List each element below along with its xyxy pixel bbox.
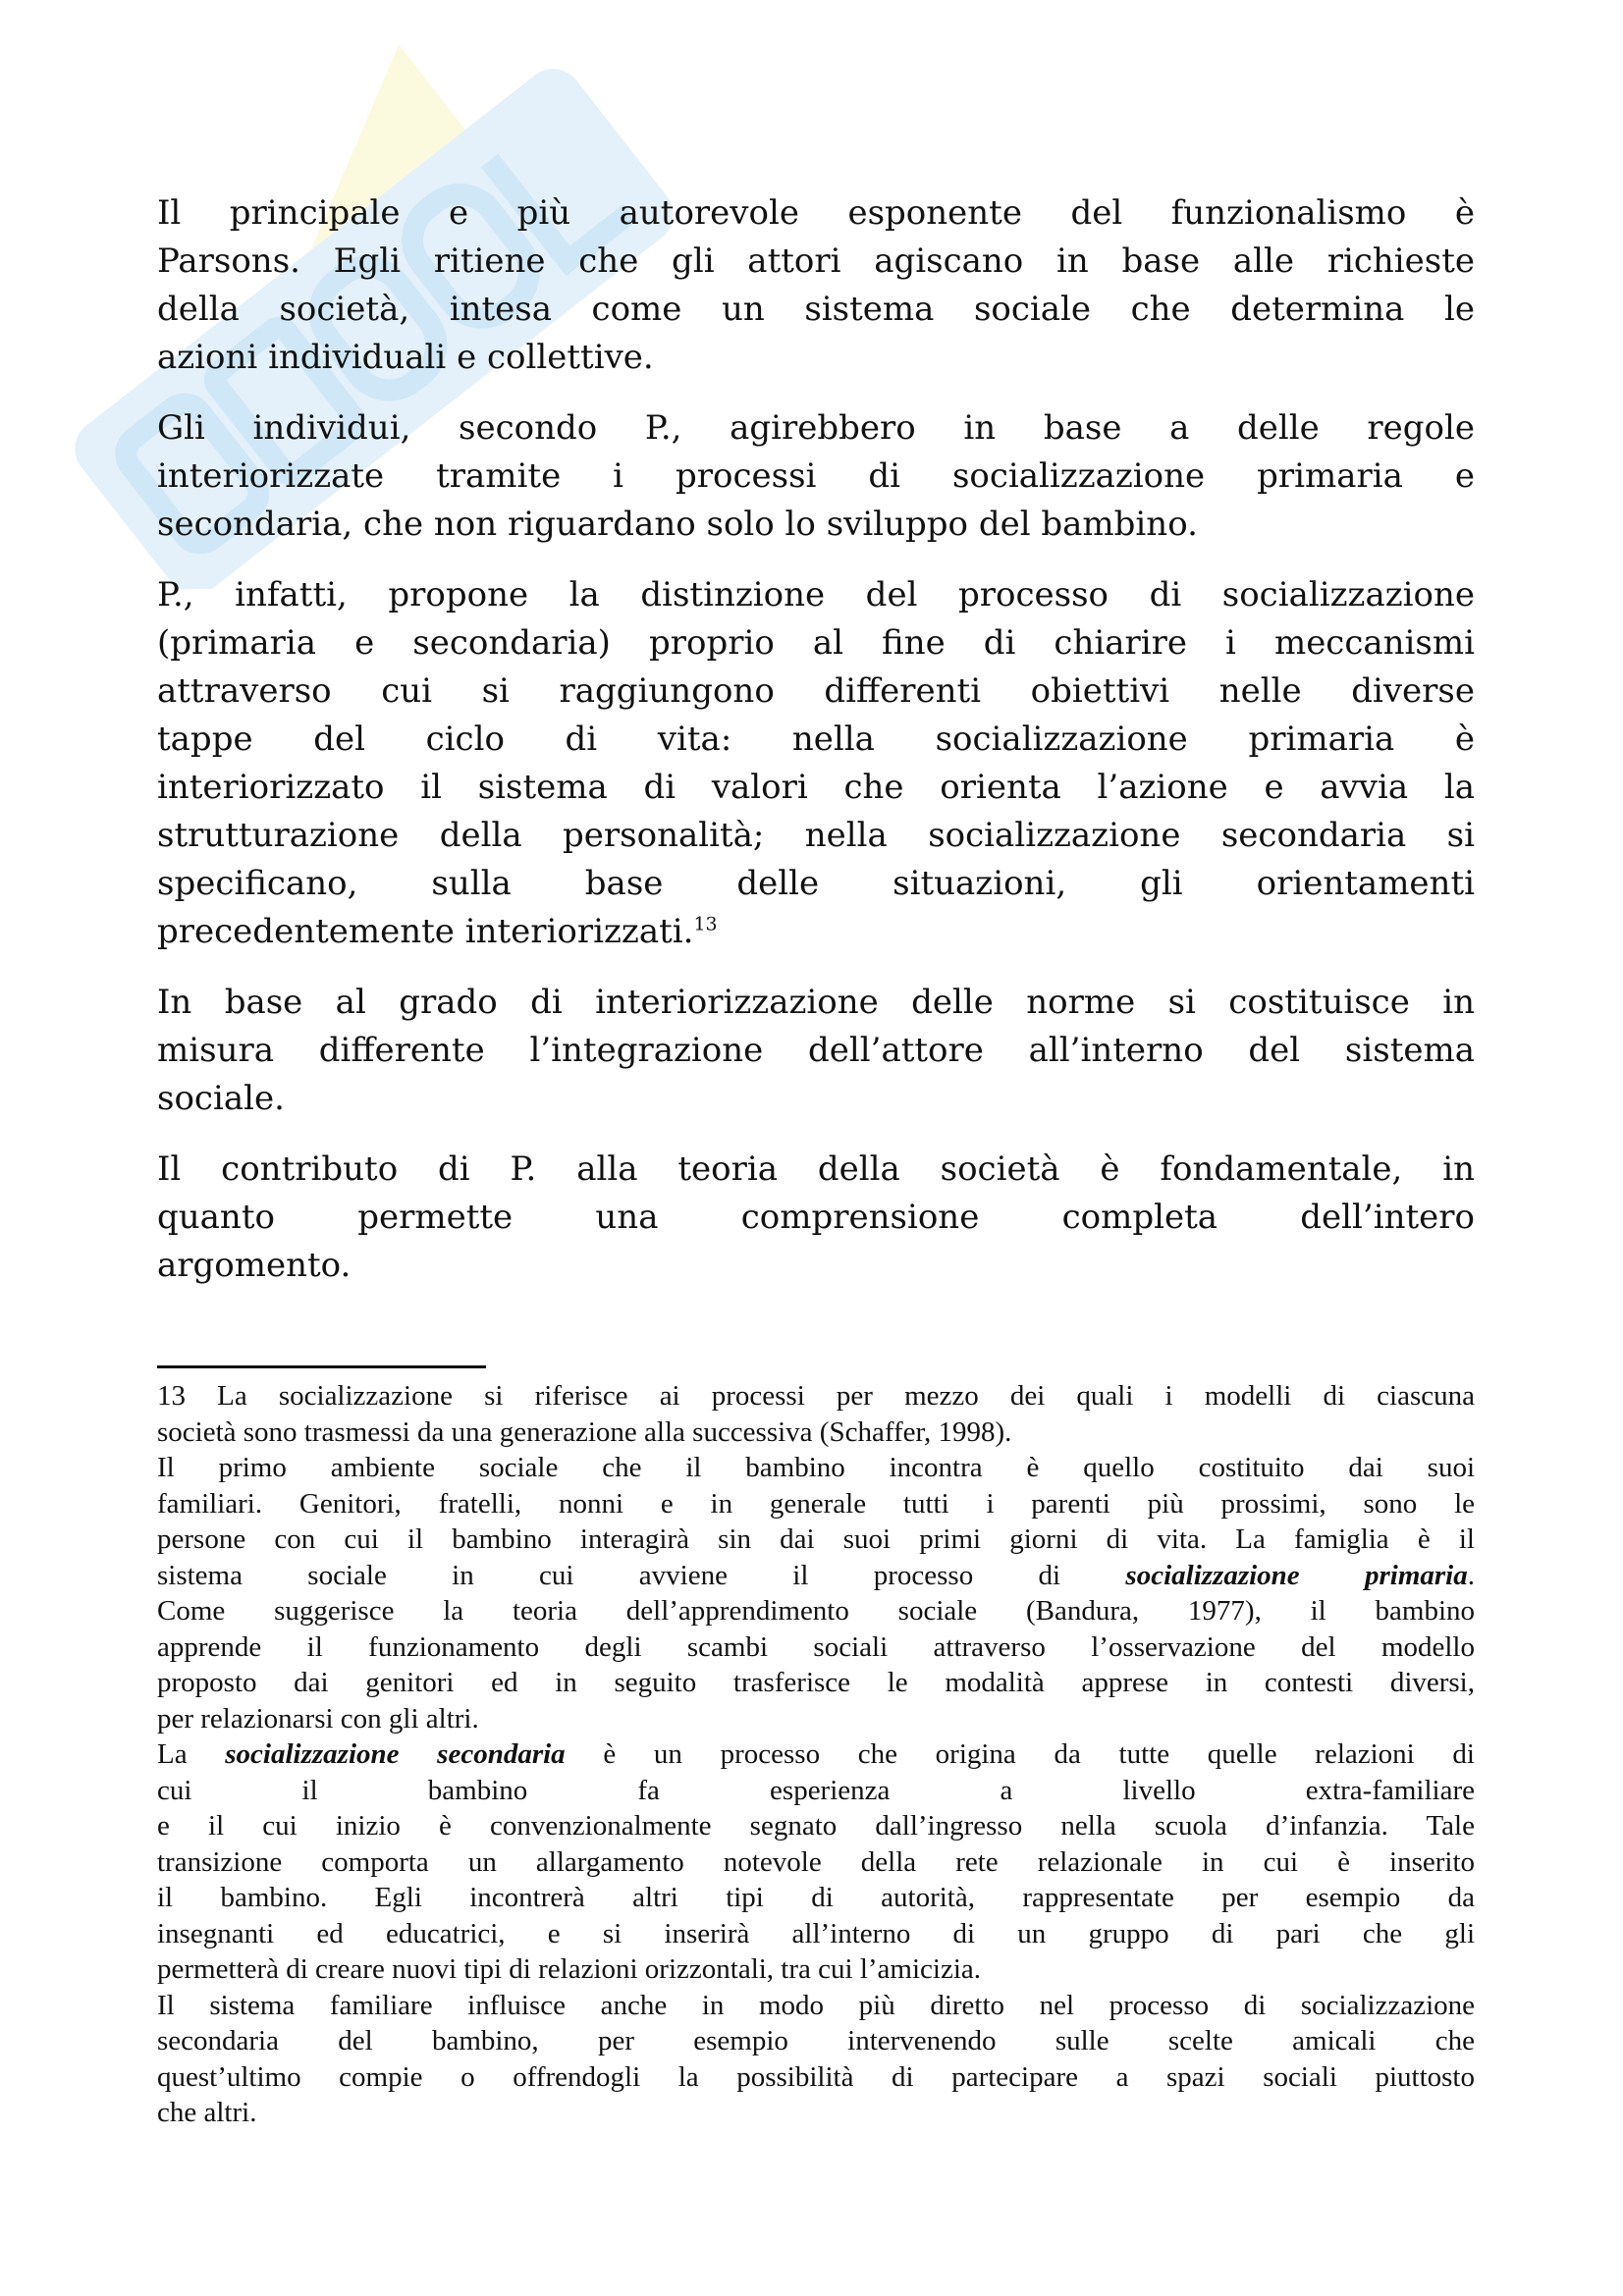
line-text: secondaria, che non riguardano solo lo sviluppo del bambino. [157,505,1198,544]
footnote-line [157,2059,1475,2096]
paragraph [157,189,1475,382]
footnote-text: insegnanti ed educatrici, e si inserirà all’interno di un gruppo di pari che gli [157,1917,1475,1949]
footnote-text: Come suggerisce la teoria dell’apprendimento sociale (Bandura, 1977), il bambino [157,1595,1475,1627]
text-line [157,716,1475,764]
text-line [157,1146,1475,1194]
footnote-text: apprende il funzionamento degli scambi sociali attraverso l’osservazione del modello [157,1630,1475,1663]
text-line [157,812,1475,860]
footnote-line [157,1808,1475,1844]
footnote-reference: 13 [693,913,718,935]
line-text: precedentemente interiorizzati. [157,912,694,951]
footnote-line [157,1450,1475,1486]
footnote-line [157,1988,1475,2024]
text-line [157,667,1475,716]
text-line [157,453,1475,501]
text-line [157,860,1475,908]
line-text: sociale. [157,1079,285,1118]
line-text: P., infatti, propone la distinzione del processo di socializzazione [157,575,1475,614]
footnote-text: La [157,1738,226,1770]
text-line [157,238,1475,286]
footnote-line [157,1415,1475,1451]
line-text: quanto permette una comprensione completa dell’intero [157,1198,1475,1237]
footnote-line [157,2023,1475,2059]
footnote-text: è un processo che origina da tutte quelle relazioni di [565,1738,1475,1770]
paragraph [157,571,1475,956]
text-line [157,1194,1475,1242]
footnote-text: . [1467,1559,1475,1591]
footnote-line [157,1773,1475,1809]
footnote-line [157,1951,1475,1988]
line-text: Il contributo di P. alla teoria della società è fondamentale, in [157,1149,1475,1189]
paragraph [157,979,1475,1123]
text-line [157,1027,1475,1075]
footnote-line [157,2095,1475,2131]
footnote-text: familiari. Genitori, fratelli, nonni e in generale tutti i parenti più prossimi, sono le [157,1487,1475,1520]
footnote-line [157,1880,1475,1916]
line-text: tappe del ciclo di vita: nella socializzazione primaria è [157,720,1475,759]
text-line [157,619,1475,667]
text-line [157,1075,1475,1123]
footnote-text: persone con cui il bambino interagirà sin dai suoi primi giorni di vita. La famiglia è il [157,1523,1475,1555]
footnote-text: quest’ultimo compie o offrendogli la possibilità di partecipare a spazi sociali piuttosto [157,2060,1475,2093]
footnote-line [157,1593,1475,1629]
line-text: Parsons. Egli ritiene che gli attori agiscano in base alle richieste [157,241,1475,281]
footnote-text: Il primo ambiente sociale che il bambino incontra è quello costituito dai suoi [157,1452,1475,1483]
footnote-text: sistema sociale in cui avviene il processo di [157,1559,1126,1591]
footnote-line [157,1629,1475,1666]
text-line [157,1242,1475,1290]
line-text: (primaria e secondaria) proprio al fine di chiarire i meccanismi [157,623,1475,663]
body-text [157,189,1475,1312]
footnotes [157,1378,1475,2131]
footnote-text: società sono trasmessi da una generazione alla successiva (Schaffer, 1998). [157,1415,1012,1448]
footnote-line [157,1378,1475,1415]
line-text: attraverso cui si raggiungono differenti obiettivi nelle diverse [157,671,1475,711]
footnote-line [157,1558,1475,1594]
footnote-text: permetterà di creare nuovi tipi di relazioni orizzontali, tra cui l’amicizia. [157,1953,982,1985]
footnote-text: e il cui inizio è convenzionalmente segnato dall’ingresso nella scuola d’infanzia. Tale [157,1810,1475,1842]
line-text: misura differente l’integrazione dell’attore all’interno del sistema [157,1031,1475,1070]
footnote-text: secondaria del bambino, per esempio intervenendo sulle scelte amicali che [157,2025,1475,2056]
line-text: della società, intesa come un sistema sociale che determina le [157,290,1475,329]
footnote-text: per relazionarsi con gli altri. [157,1702,479,1735]
text-line [157,189,1475,238]
text-line [157,571,1475,619]
text-line [157,979,1475,1027]
footnote-separator [157,1365,486,1368]
footnote-line [157,1522,1475,1558]
footnote-text: proposto dai genitori ed in seguito trasferisce le modalità apprese in contesti diversi, [157,1667,1475,1698]
footnote-line [157,1701,1475,1737]
text-line [157,908,1475,956]
text-line [157,404,1475,453]
emphasized-term: socializzazione secondaria [225,1738,566,1770]
footnote-text: transizione comporta un allargamento notevole della rete relazionale in cui è inserito [157,1845,1475,1878]
text-line [157,334,1475,382]
footnote-line [157,1736,1475,1773]
footnote-line [157,1844,1475,1881]
emphasized-term: socializzazione primaria [1125,1559,1468,1591]
text-line [157,764,1475,812]
line-text: argomento. [157,1246,352,1285]
line-text: specificano, sulla base delle situazioni, gli orientamenti [157,864,1475,903]
paragraph [157,1146,1475,1290]
footnote-text: il bambino. Egli incontrerà altri tipi di autorità, rappresentate per esempio da [157,1882,1475,1913]
line-text: strutturazione della personalità; nella socializzazione secondaria si [157,816,1475,855]
line-text: In base al grado di interiorizzazione delle norme si costituisce in [157,983,1475,1022]
paragraph [157,404,1475,549]
footnote-line [157,1486,1475,1522]
line-text: interiorizzato il sistema di valori che orienta l’azione e avvia la [157,768,1475,807]
footnote-text: cui il bambino fa esperienza a livello extra-familiare [157,1774,1475,1806]
footnote-text: 13 La socializzazione si riferisce ai processi per mezzo dei quali i modelli di ciascuna [157,1380,1475,1412]
text-line [157,501,1475,549]
footnote-line [157,1665,1475,1701]
footnote-text: che altri. [157,2097,257,2128]
footnote-text: Il sistema familiare influisce anche in modo più diretto nel processo di socializzazione [157,1989,1475,2021]
line-text: Il principale e più autorevole esponente del funzionalismo è [157,193,1475,233]
footnote-line [157,1916,1475,1952]
line-text: interiorizzate tramite i processi di socializzazione primaria e [157,456,1475,496]
line-text: azioni individuali e collettive. [157,338,654,377]
line-text: Gli individui, secondo P., agirebbero in base a delle regole [157,408,1475,448]
text-line [157,286,1475,334]
